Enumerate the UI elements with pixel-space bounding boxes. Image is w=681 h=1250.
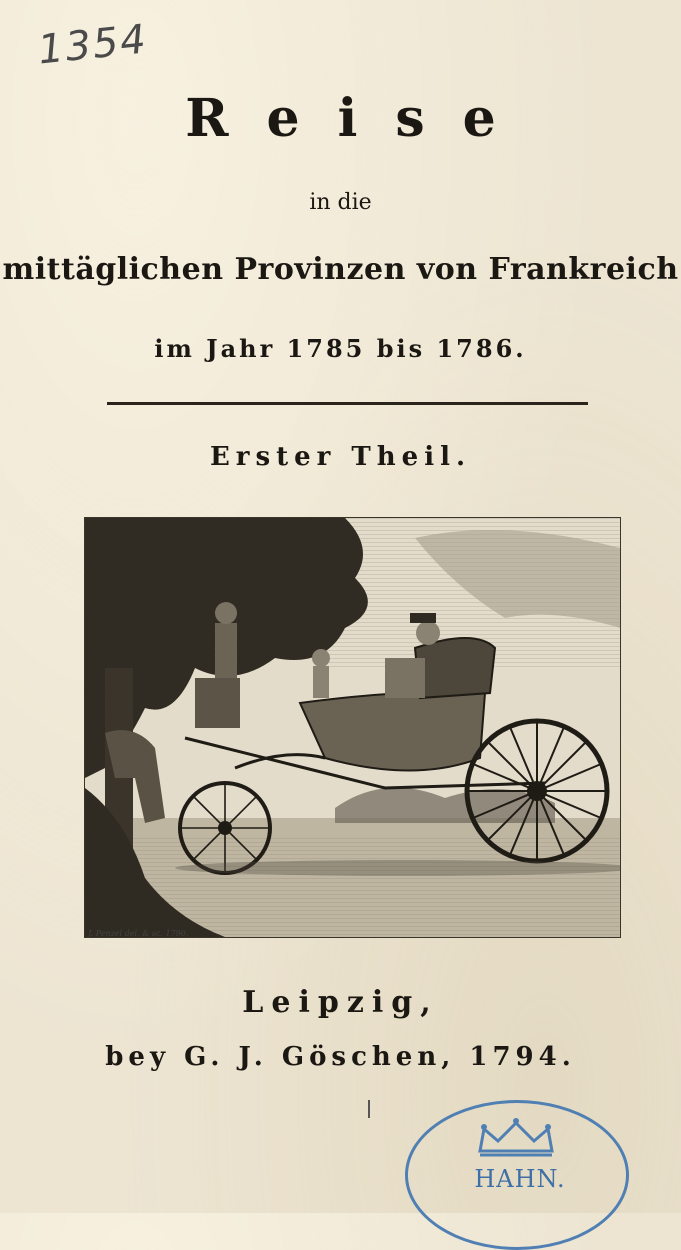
carriage-engraving [84,517,621,938]
subtitle-line-3: im Jahr 1785 bis 1786. [154,334,527,363]
book-title: Reise [185,88,534,149]
library-stamp [405,1100,629,1250]
subtitle-line-1: in die [309,190,372,215]
crown-icon [474,1117,558,1157]
carriage-engraving-image [85,518,620,937]
engraving-credit: J. Penzel del. & sc. 1790. [88,929,189,938]
rear-wheel [467,721,607,861]
subtitle-line-2: mittäglichen Provinzen von Frankreich [2,252,679,287]
front-wheel [180,783,270,873]
place-of-publication: Leipzig, [242,985,439,1020]
stamp-text: HAHN. [474,1165,566,1193]
ink-mark [368,1100,370,1118]
handwritten-shelfmark: 1354 [35,16,150,74]
publisher-line: bey G. J. Göschen, 1794. [105,1042,576,1072]
volume-label: Erster Theil. [209,442,472,472]
divider-rule [107,402,588,405]
